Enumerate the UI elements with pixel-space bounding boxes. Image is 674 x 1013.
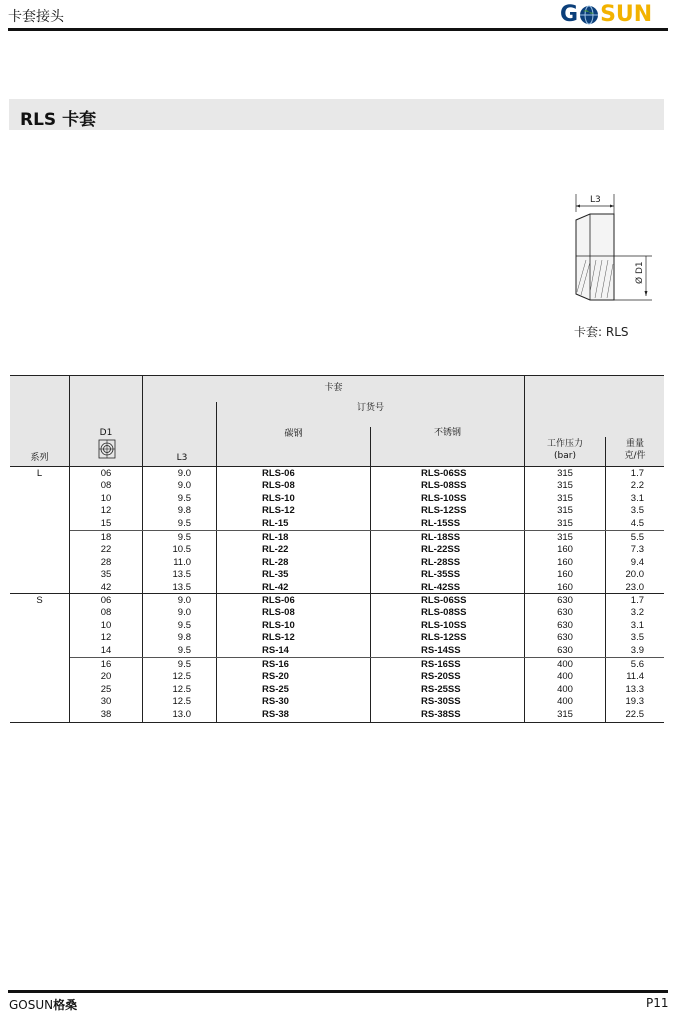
row-pressure: 315	[557, 532, 573, 543]
row-stainless-order-no: RS-25SS	[421, 683, 461, 695]
table-row	[10, 595, 664, 607]
row-weight: 9.4	[630, 556, 644, 568]
row-pressure: 400	[557, 683, 573, 695]
row-stainless-order-no: RLS-12SS	[421, 505, 467, 517]
row-carbon-order-no: RL-42	[262, 581, 289, 593]
row-pressure: 315	[557, 492, 573, 504]
header-d1: D1	[99, 428, 113, 438]
row-l3: 9.0	[177, 468, 191, 479]
row-stainless-order-no: RL-42SS	[421, 581, 461, 593]
row-weight: 11.4	[626, 671, 644, 683]
row-stainless-order-no: RL-28SS	[421, 556, 461, 568]
table-row	[10, 632, 664, 644]
row-weight: 3.1	[630, 619, 644, 631]
row-d1: 42	[100, 581, 112, 593]
row-series: L	[36, 468, 43, 479]
table-bottom-rule	[10, 722, 664, 723]
row-pressure: 315	[557, 468, 573, 479]
row-carbon-order-no: RLS-08	[262, 607, 295, 619]
row-l3: 9.0	[177, 480, 191, 492]
row-weight: 19.3	[625, 696, 644, 708]
row-carbon-order-no: RLS-06	[262, 468, 295, 479]
table-row	[10, 709, 664, 721]
table-row	[10, 607, 664, 619]
row-weight: 1.7	[630, 595, 644, 606]
row-stainless-order-no: RL-22SS	[421, 544, 461, 556]
row-carbon-order-no: RLS-10	[262, 619, 295, 631]
row-weight: 3.1	[630, 492, 644, 504]
row-pressure: 160	[557, 556, 573, 568]
row-weight: 2.2	[630, 480, 644, 492]
table-row	[10, 544, 664, 556]
row-d1: 18	[100, 532, 112, 543]
row-pressure: 315	[557, 708, 573, 720]
row-stainless-order-no: RL-35SS	[421, 569, 461, 581]
row-stainless-order-no: RLS-06SS	[421, 468, 467, 479]
row-carbon-order-no: RLS-10	[262, 492, 295, 504]
row-weight: 4.5	[630, 517, 644, 529]
row-carbon-order-no: RL-22	[262, 544, 289, 556]
row-d1: 35	[100, 569, 112, 581]
row-d1: 22	[100, 544, 112, 556]
row-stainless-order-no: RLS-10SS	[421, 492, 467, 504]
dim-l3-label: L3	[590, 195, 601, 205]
header-l3: L3	[176, 453, 188, 463]
table-top-rule	[10, 375, 664, 376]
footer-divider	[8, 990, 668, 993]
row-stainless-order-no: RL-18SS	[421, 532, 461, 543]
row-l3: 9.5	[177, 492, 191, 504]
row-stainless-order-no: RS-38SS	[421, 708, 461, 720]
group-divider-s-upper	[70, 657, 664, 658]
table-row	[10, 493, 664, 505]
row-weight: 23.0	[625, 581, 644, 593]
row-d1: 20	[100, 671, 112, 683]
row-weight: 20.0	[625, 569, 644, 581]
row-pressure: 315	[557, 517, 573, 529]
diameter-symbol-icon	[97, 438, 117, 460]
row-weight: 7.3	[630, 544, 644, 556]
page-number: P11	[646, 996, 669, 1010]
row-weight: 3.2	[630, 607, 644, 619]
diagram-caption: 卡套: RLS	[574, 325, 629, 339]
row-weight: 3.9	[630, 644, 644, 656]
row-l3: 9.5	[177, 517, 191, 529]
row-l3: 11.0	[173, 556, 191, 568]
row-d1: 12	[100, 505, 112, 517]
row-pressure: 630	[557, 595, 573, 606]
row-l3: 12.5	[172, 683, 191, 695]
row-weight: 13.3	[625, 683, 644, 695]
row-l3: 9.5	[177, 659, 191, 670]
row-carbon-order-no: RS-14	[262, 644, 289, 656]
row-l3: 12.5	[172, 671, 191, 683]
header-weight: 重量	[625, 439, 644, 449]
header-series: 系列	[30, 453, 49, 463]
header-order-no: 订货号	[356, 403, 384, 413]
row-pressure: 400	[557, 659, 573, 670]
row-l3: 9.8	[177, 505, 191, 517]
table-row	[10, 557, 664, 569]
row-d1: 10	[100, 492, 112, 504]
row-carbon-order-no: RLS-12	[262, 505, 295, 517]
row-stainless-order-no: RLS-08SS	[421, 607, 467, 619]
row-l3: 9.0	[177, 607, 191, 619]
ferrule-drawing	[560, 192, 656, 310]
row-stainless-order-no: RLS-06SS	[421, 595, 467, 606]
row-weight: 5.5	[630, 532, 644, 543]
row-l3: 12.5	[172, 696, 191, 708]
row-stainless-order-no: RL-15SS	[421, 517, 461, 529]
header-carbon-steel: 碳钢	[284, 429, 303, 439]
row-d1: 38	[100, 708, 112, 720]
row-stainless-order-no: RLS-10SS	[421, 619, 467, 631]
row-pressure: 630	[557, 644, 573, 656]
row-pressure: 160	[557, 569, 573, 581]
table-row	[10, 468, 664, 480]
row-d1: 16	[100, 659, 112, 670]
spec-table	[10, 375, 664, 723]
row-l3: 13.5	[172, 581, 191, 593]
row-carbon-order-no: RL-15	[262, 517, 289, 529]
row-stainless-order-no: RLS-12SS	[421, 632, 467, 644]
row-series: S	[36, 595, 43, 606]
row-carbon-order-no: RLS-08	[262, 480, 295, 492]
logo-letters-sun: SUN	[600, 2, 653, 27]
row-carbon-order-no: RL-18	[262, 532, 289, 543]
row-carbon-order-no: RL-35	[262, 569, 289, 581]
row-pressure: 630	[557, 632, 573, 644]
row-d1: 08	[100, 480, 112, 492]
row-pressure: 160	[557, 581, 573, 593]
row-carbon-order-no: RS-16	[262, 659, 289, 670]
group-divider-l-upper	[70, 530, 664, 531]
table-row	[10, 518, 664, 530]
row-stainless-order-no: RS-20SS	[421, 671, 461, 683]
table-row	[10, 532, 664, 544]
row-carbon-order-no: RS-25	[262, 683, 289, 695]
row-pressure: 400	[557, 696, 573, 708]
table-row	[10, 659, 664, 671]
row-carbon-order-no: RL-28	[262, 556, 289, 568]
row-d1: 28	[100, 556, 112, 568]
row-d1: 14	[100, 644, 112, 656]
row-stainless-order-no: RS-16SS	[421, 659, 461, 670]
row-pressure: 630	[557, 607, 573, 619]
row-pressure: 315	[557, 505, 573, 517]
row-pressure: 160	[557, 544, 573, 556]
row-l3: 9.0	[177, 595, 191, 606]
row-weight: 3.5	[630, 632, 644, 644]
row-d1: 30	[100, 696, 112, 708]
dim-d1-label: Ø D1	[635, 261, 645, 284]
row-d1: 06	[100, 595, 112, 606]
gosun-logo	[560, 3, 668, 27]
row-d1: 15	[100, 517, 112, 529]
table-row	[10, 645, 664, 657]
row-weight: 3.5	[630, 505, 644, 517]
row-pressure: 400	[557, 671, 573, 683]
row-l3: 9.5	[177, 644, 191, 656]
table-row	[10, 505, 664, 517]
header-stainless-steel: 不锈钢	[433, 428, 461, 438]
page-header-title: 卡套接头	[8, 9, 64, 25]
row-l3: 9.8	[177, 632, 191, 644]
table-row	[10, 696, 664, 708]
table-row	[10, 569, 664, 581]
row-weight: 22.5	[625, 708, 644, 720]
row-l3: 13.5	[172, 569, 191, 581]
row-l3: 9.5	[177, 619, 191, 631]
header-pressure-unit: (bar)	[554, 451, 576, 461]
table-row	[10, 582, 664, 594]
section-title: RLS 卡套	[20, 110, 97, 130]
row-weight: 1.7	[630, 468, 644, 479]
row-pressure: 630	[557, 619, 573, 631]
footer-brand-name: GOSUN	[9, 998, 54, 1012]
row-carbon-order-no: RS-30	[262, 696, 289, 708]
row-d1: 12	[100, 632, 112, 644]
row-stainless-order-no: RS-30SS	[421, 696, 461, 708]
header-group-ferrule: 卡套	[324, 383, 343, 393]
row-l3: 10.5	[172, 544, 191, 556]
row-stainless-order-no: RLS-08SS	[421, 480, 467, 492]
row-d1: 25	[100, 683, 112, 695]
header-weight-unit: 克/件	[624, 451, 646, 461]
header-divider	[8, 28, 668, 31]
table-header-rule	[10, 466, 664, 467]
logo-letter-g: G	[560, 2, 579, 27]
row-carbon-order-no: RS-20	[262, 671, 289, 683]
row-d1: 08	[100, 607, 112, 619]
row-stainless-order-no: RS-14SS	[421, 644, 461, 656]
section-header-bar	[9, 99, 664, 130]
row-carbon-order-no: RS-38	[262, 708, 289, 720]
globe-icon	[579, 5, 599, 25]
footer-brand-cn: 格桑	[53, 998, 78, 1012]
row-l3: 13.0	[172, 708, 191, 720]
row-pressure: 315	[557, 480, 573, 492]
row-carbon-order-no: RLS-12	[262, 632, 295, 644]
table-row	[10, 671, 664, 683]
row-d1: 10	[100, 619, 112, 631]
table-row	[10, 620, 664, 632]
row-weight: 5.6	[630, 659, 644, 670]
row-l3: 9.5	[177, 532, 191, 543]
header-pressure: 工作压力	[546, 439, 583, 449]
table-row	[10, 480, 664, 492]
row-d1: 06	[100, 468, 112, 479]
row-carbon-order-no: RLS-06	[262, 595, 295, 606]
table-row	[10, 684, 664, 696]
footer-brand	[9, 996, 77, 1013]
